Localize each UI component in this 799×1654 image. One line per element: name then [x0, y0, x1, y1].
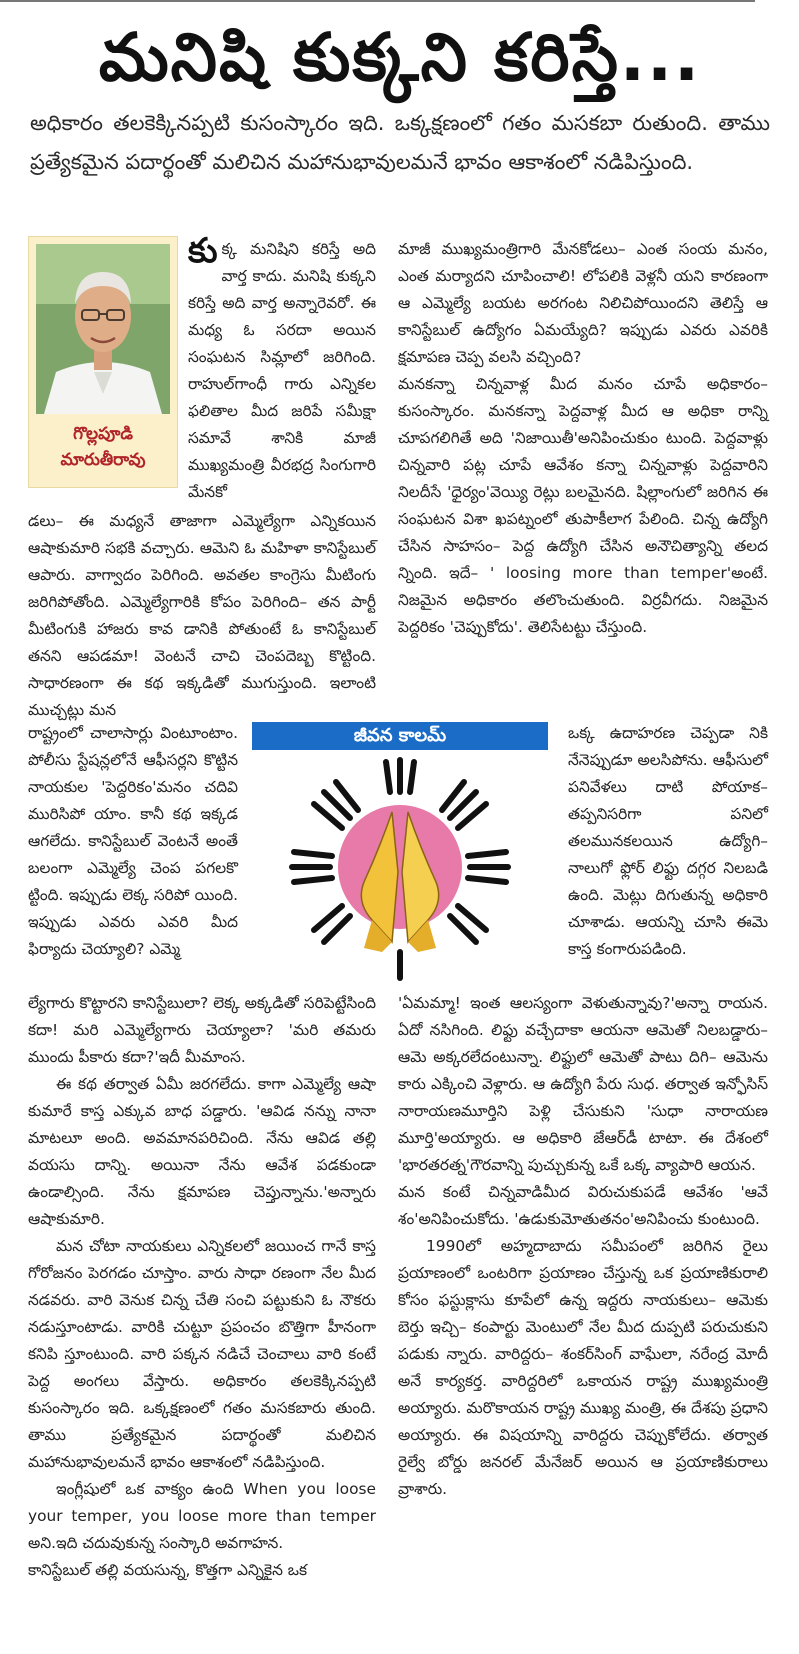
column-b-part-2 [568, 720, 768, 963]
top-rule [0, 0, 755, 6]
column-b-paragraph: మనకన్నా చిన్నవాళ్ల మీద మనం చూపే అధికారం– కుసంస్కారం. మనకన్నా పెద్దవాళ్ల మీద ఆ అధికా రాన్ని చూపగలిగితే అది 'నిజాయితీ'అనిపించుకుం టుంది. పెద్దవాళ్లు చిన్నవారి పట్ల చూపే ఆవేశం కన్నా చిన్నవాళ్లు పెద్దవారిని నిలదీసే 'ధైర్యం'వెయ్యి రెట్లు బలమైనది. షిల్లాంగులో జరిగిన ఈ సంఘటన విశా ఖపట్నంలో తుపాకీలాగ పేలింది. చిన్న ఉద్యోగి చేసిన సాహసం– పెద్ద ఉద్యోగి చేసిన అనౌచిత్యాన్ని తలద న్నింది. ఇదే– ' loosing more than temper'అంటే. నిజమైన అధికారం తలొంచుతుంది. విర్రవీగదు. నిజమైన పెద్దరికం 'చెప్పుకోదు'. తెలిసేటట్టు చేస్తుంది. [398, 375, 768, 636]
deck-summary: అధికారం తలకెక్కినప్పటి కుసంస్కారం ఇది. ఒక్కక్షణంలో గతం మసకబా రుతుంది. తాము ప్రత్యేకమైన పదార్థంతో మలిచిన మహానుభావులమనే భావం ఆకాశంలో నడిపిస్తుంది. [30, 111, 770, 174]
column-b-part-1 [398, 236, 768, 641]
column-b-part-3 [398, 990, 768, 1503]
column-b-paragraph: 'ఏమమ్మా! ఇంత ఆలస్యంగా వెళుతున్నావు?'అన్నా రాయన. ఏదో నసిగింది. లిఫ్టు వచ్చేదాకా ఆయనా ఆమెతో నిలబడ్డారు– ఆమె అక్కరలేదంటున్నా. లిఫ్టులో ఆమెతో పాటు దిగి– ఆమెను కారు ఎక్కించి వెళ్లారు. ఆ ఉద్యోగి పేరు సుధ. తర్వాత ఇన్ఫోసిస్ నారాయణమూర్తిని పెళ్లి చేసుకుని 'సుధా నారాయణ మూర్తి'అయ్యారు. ఆ అధికారి జేఆర్‌డీ టాటా. ఈ దేశంలో 'భారతరత్న'గౌరవాన్ని పుచ్చుకున్న ఒకే ఒక్క వ్యాపారి ఆయన. [398, 994, 768, 1174]
column-a-paragraph: ఇంగ్లీషులో ఒక వాక్యం ఉంది When you loose your temper, you loose more than temper అని.ఇది చదువుకున్న సంస్కారి అవగాహన. [28, 1480, 376, 1552]
column-a-text-2: డలు– ఈ మధ్యనే తాజాగా ఎమ్మెల్యేగా ఎన్నికయిన ఆషాకుమారి సభకి వచ్చారు. ఆమెని ఓ మహిళా కానిస్టేబుల్ ఆపారు. వాగ్వాదం పెరిగింది. అవతల కాంగ్రెసు మీటింగు జరిగిపోతోంది. ఎమ్మెల్యేగారికి కోపం పెరిగింది– తన పార్టీ మీటింగుకి హాజరు కావ డానికి పోతుంటే ఓ కానిస్టేబుల్ తనని ఆపడమా! వెంటనే చాచి చెంపదెబ్బ కొట్టింది. సాధారణంగా ఈ కథ ఇక్కడితో ముగుస్తుంది. ఇలాంటి ముచ్చట్లు మన [28, 512, 376, 719]
column-a-paragraph: మన చోటా నాయకులు ఎన్నికలలో జయించ గానే కాస్త గోరోజనం పెరగడం చూస్తాం. వారు సాధా రణంగా నేల మీద నడవరు. వారి వెనుక చిన్న చేతి సంచి పట్టుకుని ఓ నౌకరు నడుస్తూంటాడు. వారికి చుట్టూ ప్రపంచం బొత్తిగా హీనంగా కనిపి స్తూంటుంది. వారి పక్కన నడిచే చెంచాలు వారి కంటే పెద్ద అంగలు వేస్తారు. అధికారం తలకెక్కినప్పటి కుసంస్కారం ఇది. ఒక్కక్షణంలో గతం మసకబారు తుంది. తాము ప్రత్యేకమైన పదార్థంతో మలిచిన మహానుభావులమనే భావం ఆకాశంలో నడిపిస్తుంది. [28, 1237, 376, 1471]
author-photo [36, 244, 170, 414]
column-a-paragraph: ల్యేగారు కొట్టారని కానిస్టేబులా? లెక్క అక్కడితో సరిపెట్టేసింది కదా! మరి ఎమ్మెల్యేగారు చెయ్యాలా? 'మరి తమరు ముందు పీకారు కదా?'ఇదీ మీమాంస. [28, 994, 376, 1066]
column-tag: జీవన కాలమ్ [252, 722, 548, 750]
column-b-paragraph: మాజీ ముఖ్యమంత్రిగారి మేనకోడలు– ఎంత సంయ మనం, ఎంత మర్యాదని చూపించాలి! లోపలికి వెళ్లనీ యని కారణంగా ఆ ఎమ్మెల్యే బయట అరగంట నిలిచిపోయిందని తెలిస్తే ఆ కానిస్టేబుల్ ఉద్యోగం ఏమయ్యేది? ఇప్పుడు ఎవరు ఎవరికి క్షమాపణ చెప్ప వలసి వచ్చింది? [398, 240, 768, 366]
column-a-part-2 [28, 508, 376, 724]
drop-cap: కు [188, 231, 218, 271]
column-b-paragraph: మన కంటే చిన్నవాడిమీద విరుచుకుపడే ఆవేశం 'ఆవే శం'అనిపించుకోదు. 'ఉడుకుమోతుతనం'అనిపించు కుంటుంది. [398, 1183, 768, 1228]
column-b-text-2: ఒక్క ఉదాహరణ చెప్పడా నికి నేనెప్పుడూ అలసిపోను. ఆఫీసులో పనివేళలు దాటి పోయాక– తప్పనిసరిగా పనిలో తలమునకలయిన ఉద్యోగి– నాలుగో ఫ్లోర్ లిఫ్టు దగ్గర నిలబడి ఉంది. మెట్లు దిగుతున్న అధికారి చూశాడు. ఆయన్ని చూసి ఈమె కాస్త కంగారుపడింది. [568, 724, 768, 958]
author-name: గొల్లపూడి మారుతీరావు [60, 424, 146, 470]
column-a-paragraph: ఈ కథ తర్వాత ఏమీ జరగలేదు. కాగా ఎమ్మెల్యే ఆషా కుమారే కాస్త ఎక్కువ బాధ పడ్డారు. 'ఆవిడ నన్ను నానా మాటలూ అంది. అవమానపరిచింది. నేను ఆవిడ తల్లి వయసు దాన్ని. అయినా నేను ఆవేశ పడకుండా ఉండాల్సింది. నేను క్షమాపణ చెప్తున్నాను.'అన్నారు ఆషాకుమారి. [28, 1075, 376, 1228]
column-b-paragraph: 1990లో అహ్మదాబాదు సమీపంలో జరిగిన రైలు ప్రయాణంలో ఒంటరిగా ప్రయాణం చేస్తున్న ఒక ప్రయాణికురాలి కోసం ఫస్టుక్లాసు కూపేలో ఉన్న ఇద్దరు నాయకులు– ఆమెకు బెర్తు ఇచ్చి– కంపార్టు మెంటులో నేల మీద దుప్పటి పరుచుకుని పడుకు న్నారు. వారిద్దరు– శంకర్‌సింగ్ వాఘేలా, నరేంద్ర మోదీ అనే కార్యకర్త. వారిద్దరిలో ఒకాయన రాష్ట్ర ముఖ్యమంత్రి అయ్యారు. మరొకాయన రాష్ట్ర ముఖ్య మంత్రి, ఈ దేశపు ప్రధాని అయ్యారు. ఈ విషయాన్ని వారిద్దరు చెప్పుకోలేదు. తర్వాత రైల్వే బోర్డు జనరల్ మేనేజర్ అయిన ఆ ప్రయాణికురాలు వ్రాశారు. [398, 1237, 768, 1498]
headline: మనిషి కుక్కని కరిస్తే... [98, 19, 702, 96]
column-a-paragraph: కానిస్టేబుల్ తల్లి వయసున్న, కొత్తగా ఎన్నికైన ఒక [28, 1561, 308, 1579]
column-a-text-1: క్క మనిషిని కరిస్తే అది వార్త కాదు. మనిషి కుక్కని కరిస్తే అది వార్త అన్నారెవరో. ఈ మధ్య ఓ సరదా అయిన సంఘటన సిమ్లాలో జరిగింది. రాహుల్‌గాంధీ గారు ఎన్నికల ఫలితాల మీద జరిపే సమీక్షా సమావే శానికి మాజీ ముఖ్యమంత్రి వీరభద్ర సింగుగారి మేనకో [188, 240, 376, 501]
column-a-part-4 [28, 990, 376, 1584]
column-a-part-3 [28, 720, 238, 963]
praying-hands-icon [252, 752, 548, 982]
author-photo-box [28, 236, 178, 488]
column-a-text-3: రాష్ట్రంలో చాలాసార్లు వింటూంటాం. పోలీసు స్టేషన్లలోనే ఆఫీసర్లని కొట్టిన నాయకుల 'పెద్దరికం'మనం చదివి మురిసిపో యాం. కానీ కథ ఇక్కడ ఆగలేదు. కానిస్టేబుల్ వెంటనే అంతే బలంగా ఎమ్మెల్యే చెంప పగలకొ ట్టింది. ఇప్పుడు లెక్క సరిపో యింది. ఇప్పుడు ఎవరు ఎవరి మీద ఫిర్యాదు చెయ్యాలి? ఎమ్మె [28, 724, 238, 958]
column-a-part-1 [188, 231, 376, 506]
